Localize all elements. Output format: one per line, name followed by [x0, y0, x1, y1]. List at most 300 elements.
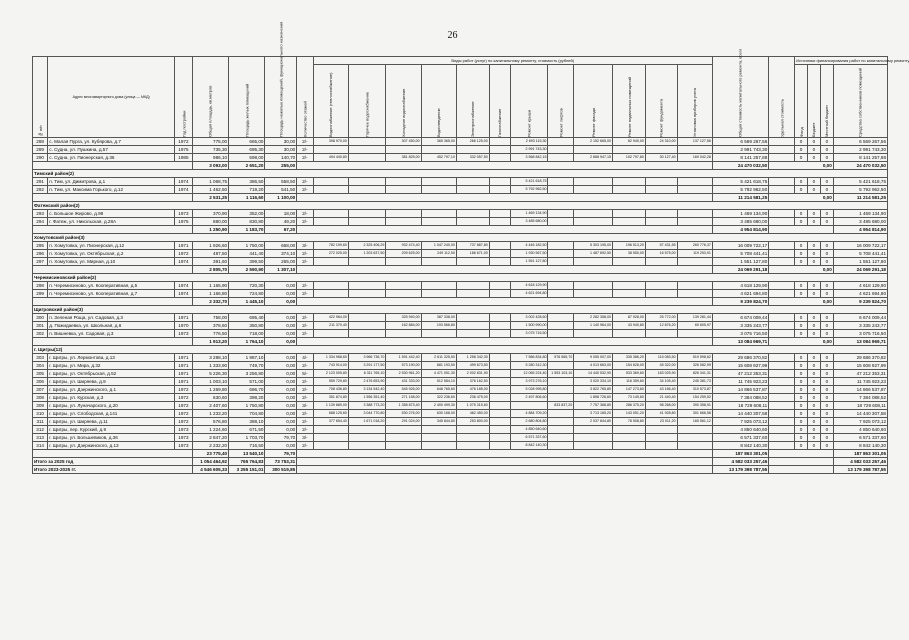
row-cost-c1: 398 970,00 [313, 138, 348, 146]
row-number: 291 [33, 178, 48, 186]
col-floors: Количество этажей [297, 57, 313, 138]
row-cost-c4: 365 365,00 [421, 138, 456, 146]
row-floors: 2/- [297, 282, 313, 290]
row-cost-c11: 183 025,90 [645, 370, 677, 378]
district-label: Фатежский район(2) [33, 202, 888, 210]
row-year: 1971 [175, 362, 193, 370]
row-year: 1972 [175, 418, 193, 426]
row-cost-c6 [489, 362, 510, 370]
row-cost-c8 [548, 434, 574, 442]
row-cost-c4: 387 338,00 [421, 314, 456, 322]
row-local: 0 [820, 146, 833, 154]
row-address: г. Щигры, ул. Луначарского, д.20 [48, 402, 175, 410]
row-address: с. Судна, ул. Пионерская, д.36 [48, 154, 175, 162]
row-fund: 0 [795, 218, 808, 226]
row-specific-cost [769, 354, 795, 362]
finance-group-header: Источники финансирования работ по капитальному ремонту [796, 57, 909, 63]
row-cost-c11 [645, 434, 677, 442]
subtotal-owners: 4 954 814,90 [833, 226, 887, 234]
row-cost-c12 [677, 426, 712, 434]
row-living-area: 665,00 [229, 138, 265, 146]
table-row [33, 210, 888, 218]
subtotal-specific [769, 450, 834, 458]
row-owners: 4 621 694,80 [833, 290, 887, 298]
row-cost-c1: 1 334 968,60 [313, 354, 348, 362]
row-owners: 3 485 680,00 [833, 218, 887, 226]
row-number: 297 [33, 258, 48, 266]
row-cost-c11: 34 105,40 [645, 378, 677, 386]
row-fund: 0 [795, 186, 808, 194]
row-total-area: 735,30 [192, 146, 228, 154]
row-living-area: 441,40 [229, 250, 265, 258]
row-living-area: 718,00 [229, 330, 265, 338]
row-cost-c5 [456, 330, 489, 338]
col-specific-cost: Удельная стоимость [769, 57, 795, 138]
row-total-cost: 4 621 694,80 [712, 290, 768, 298]
subtotal-blank [297, 226, 713, 234]
row-local: 0 [820, 330, 833, 338]
row-cost-c10 [613, 434, 646, 442]
grand-living-area: 3 255 151,01 [229, 466, 265, 474]
works-group-header: Виды работ (услуг) по капитальному ремонту, стоимость (рублей) [313, 57, 712, 65]
row-year: 1973 [175, 426, 193, 434]
row-cost-c4 [421, 218, 456, 226]
row-cost-c5: 186 671,00 [456, 250, 489, 258]
row-fund: 0 [795, 426, 808, 434]
row-nonliving-area: 30,00 [265, 138, 297, 146]
subtotal-living-area: 1 183,70 [229, 226, 265, 234]
row-year: 1975 [175, 146, 193, 154]
row-cost-c8 [548, 146, 574, 154]
subtotal-owners: 11 214 581,25 [833, 194, 887, 202]
row-cost-c12 [677, 290, 712, 298]
row-cost-c6 [489, 154, 510, 162]
row-budget: 0 [807, 378, 820, 386]
row-fund: 0 [795, 290, 808, 298]
row-nonliving-area: 0,00 [265, 322, 297, 330]
subtotal-row [33, 338, 888, 346]
row-owners: 1 551 127,80 [833, 258, 887, 266]
row-cost-c6 [489, 426, 510, 434]
subtotal-nonliving-area: 255,00 [265, 162, 297, 170]
row-specific-cost [769, 330, 795, 338]
row-cost-c6 [489, 138, 510, 146]
row-cost-c7: 1 551 127,80 [510, 258, 548, 266]
grand-total-label: Итого 2023-2025 гг. [33, 466, 193, 474]
row-local: 0 [820, 258, 833, 266]
row-total-area: 1 462,50 [192, 186, 228, 194]
row-owners: 15 608 927,99 [833, 362, 887, 370]
row-cost-c9 [574, 290, 613, 298]
row-cost-c8 [548, 386, 574, 394]
row-address: г. Щигры, ул. Дзержинского, д.1 [48, 386, 175, 394]
row-cost-c10 [613, 426, 646, 434]
row-fund: 0 [795, 378, 808, 386]
row-cost-c10 [613, 146, 646, 154]
row-living-area: 398,20 [229, 394, 265, 402]
row-cost-c2 [348, 442, 386, 450]
row-local: 0 [820, 290, 833, 298]
row-cost-c2: 1 203 637,50 [348, 250, 386, 258]
row-specific-cost [769, 402, 795, 410]
row-cost-c8 [548, 282, 574, 290]
row-cost-c2 [348, 258, 386, 266]
row-year: 1973 [175, 434, 193, 442]
row-specific-cost [769, 370, 795, 378]
row-total-cost: 7 384 088,52 [712, 394, 768, 402]
table-row [33, 290, 888, 298]
row-cost-c10 [613, 186, 646, 194]
row-budget: 0 [807, 418, 820, 426]
row-cost-c3: 431 333,00 [386, 378, 421, 386]
row-cost-c11 [645, 210, 677, 218]
row-living-area: 1 987,10 [229, 354, 265, 362]
row-cost-c9: 3 713 165,20 [574, 410, 613, 418]
table-row [33, 434, 888, 442]
row-cost-c9: 4 013 663,00 [574, 362, 613, 370]
row-owners: 7 925 073,12 [833, 418, 887, 426]
row-total-cost: 5 421 618,75 [712, 178, 768, 186]
grand-total-cost: 13 179 398 787,55 [712, 466, 768, 474]
row-cost-c8 [548, 330, 574, 338]
row-specific-cost [769, 410, 795, 418]
row-cost-c12 [677, 442, 712, 450]
row-local: 0 [820, 362, 833, 370]
row-cost-c10: 78 508,80 [613, 418, 646, 426]
row-budget: 0 [807, 154, 820, 162]
row-total-cost: 11 745 923,23 [712, 378, 768, 386]
row-owners: 2 991 743,30 [833, 146, 887, 154]
row-cost-c7: 4 446 182,50 [510, 242, 548, 250]
row-cost-c5: 266 125,00 [456, 138, 489, 146]
row-cost-c10 [613, 290, 646, 298]
row-cost-c9: 3 020 334,10 [574, 378, 613, 386]
grand-total-area: 1 054 464,92 [192, 458, 228, 466]
row-cost-c12 [677, 330, 712, 338]
row-cost-c3: 162 884,00 [386, 322, 421, 330]
row-total-area: 880,00 [192, 218, 228, 226]
row-nonliving-area: 668,00 [265, 242, 297, 250]
row-address: п. Хомутовка, ул. Октябрьская, д.2 [48, 250, 175, 258]
row-owners: 4 850 640,60 [833, 426, 887, 434]
row-floors: 2/- [297, 218, 313, 226]
subtotal-total-cost: 187 863 301,05 [712, 450, 768, 458]
table-row [33, 402, 888, 410]
row-cost-c11: 43 166,40 [645, 386, 677, 394]
subtotal-living-area: 1 116,60 [229, 194, 265, 202]
row-year: 1972 [175, 410, 193, 418]
row-cost-c3: 1 591 442,40 [386, 354, 421, 362]
col-cold-water: Холодное водоснабжение [386, 65, 421, 138]
row-total-cost: 2 991 743,30 [712, 146, 768, 154]
row-number: 303 [33, 354, 48, 362]
row-total-area: 3 288,10 [192, 354, 228, 362]
row-budget: 0 [807, 442, 820, 450]
row-local: 0 [820, 410, 833, 418]
row-total-area: 1 003,10 [192, 378, 228, 386]
row-year: 1974 [175, 186, 193, 194]
row-cost-c10 [613, 210, 646, 218]
subtotal-total-area: 3 093,00 [192, 162, 228, 170]
table-row [33, 394, 888, 402]
row-total-area: 2 232,20 [192, 442, 228, 450]
row-cost-c8 [548, 418, 574, 426]
row-number: 294 [33, 218, 48, 226]
row-cost-c2: 3 134 542,40 [348, 386, 386, 394]
grand-owners: 13 179 398 787,55 [833, 466, 887, 474]
row-local: 0 [820, 378, 833, 386]
col-elevator: Ремонт лифтов [548, 65, 574, 138]
row-cost-c2: 3 044 770,80 [348, 410, 386, 418]
col-total-area: Общая площадь, кв.метров [192, 57, 228, 138]
row-total-area: 1 165,90 [192, 282, 228, 290]
row-cost-c8 [548, 250, 574, 258]
row-total-cost: 1 469 134,90 [712, 210, 768, 218]
row-total-cost: 8 141 257,88 [712, 154, 768, 162]
row-number: 314 [33, 442, 48, 450]
row-cost-c9: 2 152 665,00 [574, 138, 613, 146]
row-cost-c11: 45 322,00 [645, 362, 677, 370]
row-living-area: 704,80 [229, 410, 265, 418]
table-row [33, 218, 888, 226]
row-total-cost: 3 335 243,77 [712, 322, 768, 330]
row-living-area: 696,70 [229, 386, 265, 394]
row-nonliving-area: 0,00 [265, 362, 297, 370]
row-fund: 0 [795, 250, 808, 258]
subtotal-row [33, 162, 888, 170]
grand-blank [297, 466, 713, 474]
district-label: Щигровский район(3) [33, 306, 888, 314]
row-cost-c5 [456, 426, 489, 434]
row-address: г. Щигры, ул. Ширяева, д.9 [48, 378, 175, 386]
row-year: 1972 [175, 402, 193, 410]
row-total-area: 487,50 [192, 250, 228, 258]
row-cost-c2: 3 291 177,50 [348, 362, 386, 370]
row-year: 1972 [175, 250, 193, 258]
row-owners: 5 421 618,75 [833, 178, 887, 186]
row-fund: 0 [795, 418, 808, 426]
row-specific-cost [769, 394, 795, 402]
district-label: Хомутовский район(3) [33, 234, 888, 242]
row-cost-c2 [348, 426, 386, 434]
row-cost-c5: 499 673,50 [456, 362, 489, 370]
row-number: 311 [33, 418, 48, 426]
row-total-cost: 1 551 127,80 [712, 258, 768, 266]
grand-nonliving-area: 73 753,31 [265, 458, 297, 466]
row-total-cost: 14 440 307,58 [712, 410, 768, 418]
row-fund: 0 [795, 258, 808, 266]
row-nonliving-area: 0,00 [265, 370, 297, 378]
row-cost-c9: 2 668 947,15 [574, 154, 613, 162]
row-year: 1973 [175, 330, 193, 338]
row-cost-c10 [613, 442, 646, 450]
row-total-area: 1 068,75 [192, 178, 228, 186]
row-cost-c7: 2 991 743,30 [510, 146, 548, 154]
row-cost-c8 [548, 154, 574, 162]
col-local: Местный бюджет [820, 65, 833, 138]
row-cost-c3 [386, 186, 421, 194]
row-fund: 0 [795, 386, 808, 394]
row-year: 1971 [175, 242, 193, 250]
row-living-area: 386,50 [229, 178, 265, 186]
row-cost-c12: 301 666,58 [677, 410, 712, 418]
row-cost-c4: 249 112,50 [421, 250, 456, 258]
row-fund: 0 [795, 434, 808, 442]
col-devices: Установка приборов учета [677, 65, 712, 138]
row-fund: 0 [795, 322, 808, 330]
table-row [33, 186, 888, 194]
row-cost-c5 [456, 282, 489, 290]
col-heat: Водоснабжение (теплоснабжение) [313, 65, 348, 138]
col-fund: Фонд [795, 65, 808, 138]
row-address: с. Судна, ул. Пушкина, д.57 [48, 146, 175, 154]
row-number: 306 [33, 378, 48, 386]
row-cost-c4: 2 611 325,50 [421, 354, 456, 362]
row-budget: 0 [807, 242, 820, 250]
row-owners: 8 141 257,88 [833, 154, 887, 162]
row-floors: 3/- [297, 402, 313, 410]
row-cost-c2 [348, 178, 386, 186]
row-cost-c4 [421, 426, 456, 434]
row-budget: 0 [807, 290, 820, 298]
col-basement: Ремонт подвальных помещений [613, 65, 646, 138]
row-cost-c9 [574, 434, 613, 442]
row-total-cost: 7 925 073,12 [712, 418, 768, 426]
row-cost-c1 [313, 282, 348, 290]
row-total-area: 1 233,20 [192, 410, 228, 418]
row-cost-c12: 826 341,31 [677, 370, 712, 378]
table-row [33, 370, 888, 378]
row-total-area: 986,10 [192, 154, 228, 162]
row-floors: 3/- [297, 242, 313, 250]
row-living-area: 399,50 [229, 258, 265, 266]
table-row [33, 330, 888, 338]
row-cost-c10: 38 550,00 [613, 250, 646, 258]
row-cost-c11: 23 011,20 [645, 418, 677, 426]
row-floors: 2/- [297, 178, 313, 186]
row-cost-c2: 3 388 773,20 [348, 402, 386, 410]
row-cost-c10: 116 359,60 [613, 378, 646, 386]
row-cost-c5 [456, 218, 489, 226]
col-gas: Газоснабжение [489, 65, 510, 138]
row-total-cost: 5 708 441,41 [712, 250, 768, 258]
table-row [33, 410, 888, 418]
row-specific-cost [769, 314, 795, 322]
subtotal-specific: 0,00 [769, 194, 834, 202]
row-cost-c3: 291 024,00 [386, 418, 421, 426]
row-local: 0 [820, 386, 833, 394]
row-total-area: 1 166,80 [192, 290, 228, 298]
row-cost-c12: 390 358,91 [677, 402, 712, 410]
row-cost-c7: 1 469 134,90 [510, 210, 548, 218]
subtotal-specific [769, 226, 834, 234]
row-budget: 0 [807, 178, 820, 186]
row-number: 300 [33, 314, 48, 322]
row-total-area: 391,60 [192, 258, 228, 266]
subtotal-blank [33, 266, 193, 274]
grand-total-area: 4 546 605,33 [192, 466, 228, 474]
row-fund: 0 [795, 442, 808, 450]
row-cost-c5 [456, 186, 489, 194]
row-cost-c1: 708 436,80 [313, 386, 348, 394]
row-cost-c2 [348, 138, 386, 146]
row-local: 0 [820, 442, 833, 450]
row-cost-c9 [574, 330, 613, 338]
row-cost-c7: 3 568 842,15 [510, 154, 548, 162]
row-number: 305 [33, 370, 48, 378]
row-total-area: 370,90 [192, 210, 228, 218]
row-cost-c1 [313, 210, 348, 218]
row-cost-c12 [677, 282, 712, 290]
row-cost-c7: 3 075 716,50 [510, 330, 548, 338]
row-budget: 0 [807, 330, 820, 338]
col-hot-water: Горячее водоснабжение [348, 65, 386, 138]
row-address: г. Щигры, ул. Лермонтова, д.13 [48, 354, 175, 362]
row-cost-c7: 4 618 129,90 [510, 282, 548, 290]
row-cost-c5 [456, 146, 489, 154]
row-address: п. Черемисиново, ул. Кооперативная, д.7 [48, 290, 175, 298]
row-address: г. Щигры, ул. Слободская, д.141 [48, 410, 175, 418]
row-cost-c8: 1 553 103,10 [548, 370, 574, 378]
row-specific-cost [769, 442, 795, 450]
row-specific-cost [769, 146, 795, 154]
row-budget: 0 [807, 354, 820, 362]
row-nonliving-area: 0,00 [265, 402, 297, 410]
row-nonliving-area: 265,00 [265, 258, 297, 266]
row-cost-c8 [548, 258, 574, 266]
row-number: 290 [33, 154, 48, 162]
row-cost-c6 [489, 378, 510, 386]
row-year: 1974 [175, 290, 193, 298]
row-floors: 2/- [297, 442, 313, 450]
row-specific-cost [769, 378, 795, 386]
row-nonliving-area: 0,00 [265, 314, 297, 322]
row-cost-c3 [386, 146, 421, 154]
row-cost-c2 [348, 290, 386, 298]
row-living-area: 1 750,00 [229, 242, 265, 250]
row-nonliving-area: 0,00 [265, 426, 297, 434]
row-cost-c5: 1 258 342,30 [456, 354, 489, 362]
row-cost-c2 [348, 330, 386, 338]
row-nonliving-area: 0,00 [265, 386, 297, 394]
row-cost-c12: 139 281,44 [677, 314, 712, 322]
row-cost-c5 [456, 258, 489, 266]
row-budget: 0 [807, 402, 820, 410]
row-cost-c6 [489, 370, 510, 378]
row-nonliving-area: 0,00 [265, 394, 297, 402]
row-address: г. Щигры, ул. Ширяева, д.11 [48, 418, 175, 426]
row-cost-c4: 193 566,80 [421, 322, 456, 330]
table-row [33, 242, 888, 250]
subtotal-blank [297, 450, 713, 458]
row-cost-c4 [421, 442, 456, 450]
row-nonliving-area: 541,50 [265, 186, 297, 194]
row-floors: 2/- [297, 322, 313, 330]
row-cost-c7: 4 884 709,20 [510, 410, 548, 418]
row-total-area: 1 333,90 [192, 362, 228, 370]
row-year: 1974 [175, 258, 193, 266]
row-nonliving-area: 0,00 [265, 410, 297, 418]
row-cost-c8 [548, 186, 574, 194]
row-cost-c6 [489, 186, 510, 194]
row-cost-c12 [677, 258, 712, 266]
row-cost-c11: 30 127,40 [645, 154, 677, 162]
row-cost-c6 [489, 250, 510, 258]
row-cost-c8 [548, 314, 574, 322]
table-row [33, 178, 888, 186]
row-local: 0 [820, 250, 833, 258]
row-cost-c10: 335 386,20 [613, 354, 646, 362]
